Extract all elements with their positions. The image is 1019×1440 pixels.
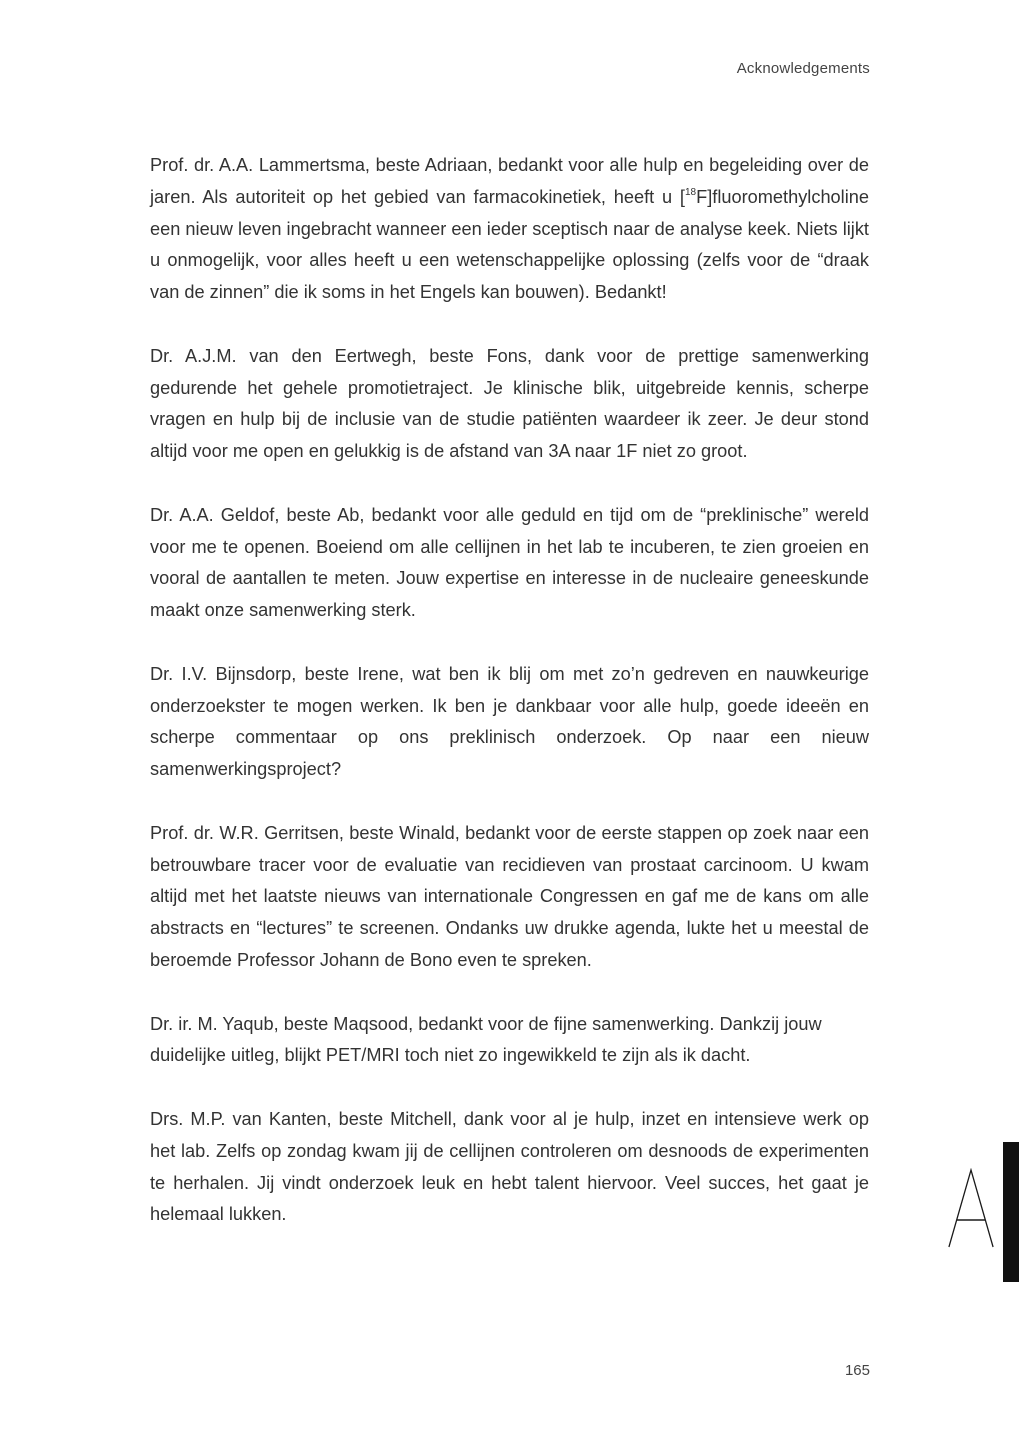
paragraph-lammertsma xyxy=(150,150,869,309)
thumb-letter-glyph xyxy=(947,1168,995,1248)
paragraph-yaqub: Dr. ir. M. Yaqub, beste Maqsood, bedankt voor de fijne samenwerking. Dankzij jouw duidelijke uitleg, blijkt PET/MRI toch niet zo ingewikkeld te zijn als ik dacht. xyxy=(150,1013,822,1066)
paragraph-geldof: Dr. A.A. Geldof, beste Ab, bedankt voor alle geduld en tijd om de “preklinische” wereld voor me te openen. Boeiend om alle cellijnen in het lab te incuberen, te zien groeien en vooral de aantallen te meten. Jouw expertise en interesse in de nucleaire geneeskunde maakt onze samenwerking sterk. xyxy=(150,504,869,621)
paragraph-gerritsen: Prof. dr. W.R. Gerritsen, beste Winald, bedankt voor de eerste stappen op zoek naar een betrouwbare tracer voor de evaluatie van recidieven van prostaat carcinoom. U kwam altijd met het laatste nieuws van internationale Congressen en gaf me de kans om alle abstracts en “lectures” te screenen. Ondanks uw drukke agenda, lukte het u meestal de beroemde Professor Johann de Bono even te spreken. xyxy=(150,822,869,970)
paragraph-bijnsdorp: Dr. I.V. Bijnsdorp, beste Irene, wat ben ik blij om met zo’n gedreven en nauwkeurige onderzoekster te mogen werken. Ik ben je dankbaar voor alle hulp, goede ideeën en scherpe commentaar op ons preklinisch onderzoek. Op naar een nieuw samenwerkingsproject? xyxy=(150,663,869,780)
isotope-superscript: 18 xyxy=(685,186,697,198)
paragraph-text: F]fluoromethylcholine een nieuw leven ingebracht wanneer een ieder sceptisch naar de analyse keek. Niets lijkt u onmogelijk, voor alles heeft u een wetenschappelijke oplossing (zelfs voor de “draak van de zinnen” die ik soms in het Engels kan bouwen). Bedankt! xyxy=(150,186,869,303)
running-header: Acknowledgements xyxy=(736,60,870,77)
thumb-index-tab xyxy=(1003,1142,1019,1282)
page-number: 165 xyxy=(844,1362,870,1379)
acknowledgements-body xyxy=(150,150,869,1263)
paragraph-eertwegh: Dr. A.J.M. van den Eertwegh, beste Fons, dank voor de prettige samenwerking gedurende het gehele promotietraject. Je klinische blik, uitgebreide kennis, scherpe vragen en hulp bij de inclusie van de studie patiënten waardeer ik zeer. Je deur stond altijd voor me open en gelukkig is de afstand van 3A naar 1F niet zo groot. xyxy=(150,345,869,462)
paragraph-van-kanten: Drs. M.P. van Kanten, beste Mitchell, dank voor al je hulp, inzet en intensieve werk op het lab. Zelfs op zondag kwam jij de cellijnen controleren om desnoods de experimenten te herhalen. Jij vindt onderzoek leuk en hebt talent hiervoor. Veel succes, het gaat je helemaal lukken. xyxy=(150,1108,869,1225)
paragraph-text: Prof. dr. A.A. Lammertsma, beste Adriaan, bedankt voor alle hulp en begeleiding over de jaren. Als autoriteit op het gebied van farmacokinetiek, heeft u [ xyxy=(150,155,869,207)
thumb-index-letter xyxy=(947,1168,995,1248)
